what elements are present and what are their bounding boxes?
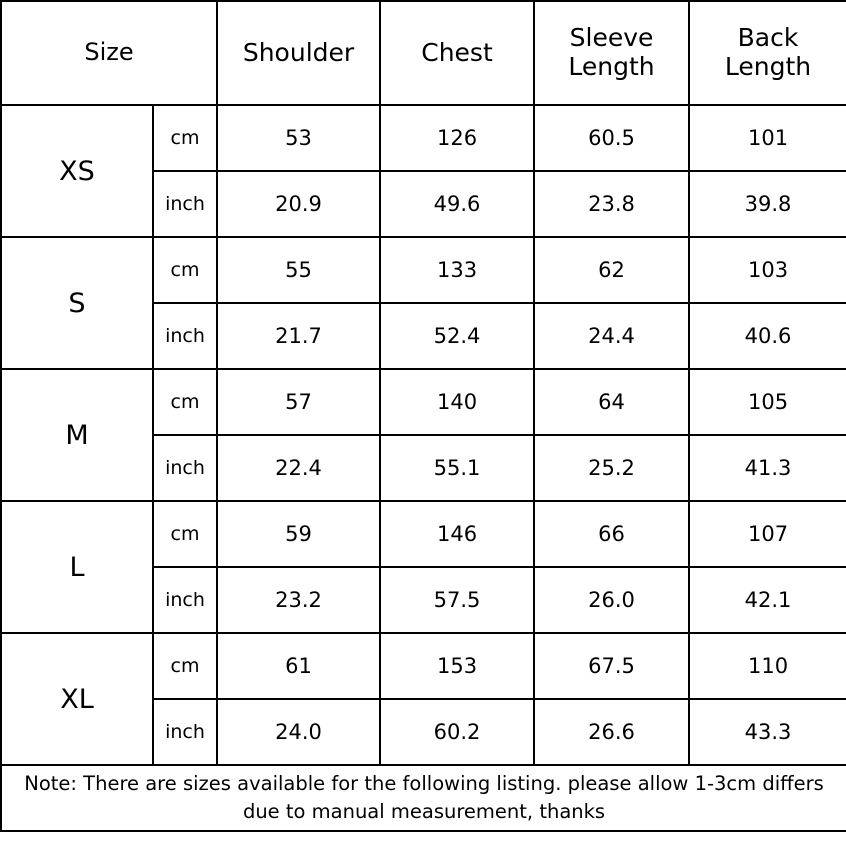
value-sleeve: 67.5 xyxy=(534,633,689,699)
value-sleeve: 26.6 xyxy=(534,699,689,765)
column-header-sleeve-line1: Sleeve xyxy=(569,23,654,53)
table-row xyxy=(1,633,846,699)
value-chest: 55.1 xyxy=(380,435,534,501)
unit-label-inch: inch xyxy=(153,699,217,765)
value-back: 42.1 xyxy=(689,567,846,633)
column-header-back-length xyxy=(689,1,846,105)
value-shoulder: 61 xyxy=(217,633,380,699)
value-chest: 146 xyxy=(380,501,534,567)
value-sleeve: 64 xyxy=(534,369,689,435)
value-chest: 153 xyxy=(380,633,534,699)
size-label-xl: XL xyxy=(1,633,153,765)
table-header xyxy=(1,1,846,105)
size-label-m: M xyxy=(1,369,153,501)
table-row xyxy=(1,501,846,567)
unit-label-inch: inch xyxy=(153,435,217,501)
value-back: 105 xyxy=(689,369,846,435)
value-sleeve: 66 xyxy=(534,501,689,567)
column-header-size: Size xyxy=(1,1,217,105)
unit-label-cm: cm xyxy=(153,633,217,699)
header-row xyxy=(1,1,846,105)
size-label-s: S xyxy=(1,237,153,369)
value-shoulder: 22.4 xyxy=(217,435,380,501)
value-chest: 57.5 xyxy=(380,567,534,633)
unit-label-cm: cm xyxy=(153,105,217,171)
size-label-xs: XS xyxy=(1,105,153,237)
value-shoulder: 59 xyxy=(217,501,380,567)
column-header-sleeve-length xyxy=(534,1,689,105)
column-header-back-line1: Back xyxy=(737,23,799,53)
value-shoulder: 23.2 xyxy=(217,567,380,633)
value-chest: 133 xyxy=(380,237,534,303)
value-shoulder: 53 xyxy=(217,105,380,171)
value-chest: 52.4 xyxy=(380,303,534,369)
value-sleeve: 23.8 xyxy=(534,171,689,237)
value-shoulder: 55 xyxy=(217,237,380,303)
value-back: 43.3 xyxy=(689,699,846,765)
unit-label-inch: inch xyxy=(153,567,217,633)
unit-label-inch: inch xyxy=(153,303,217,369)
value-back: 39.8 xyxy=(689,171,846,237)
column-header-shoulder: Shoulder xyxy=(217,1,380,105)
value-back: 41.3 xyxy=(689,435,846,501)
value-chest: 126 xyxy=(380,105,534,171)
value-shoulder: 20.9 xyxy=(217,171,380,237)
value-back: 40.6 xyxy=(689,303,846,369)
value-shoulder: 24.0 xyxy=(217,699,380,765)
value-chest: 140 xyxy=(380,369,534,435)
value-back: 103 xyxy=(689,237,846,303)
column-header-chest: Chest xyxy=(380,1,534,105)
column-header-back-line2: Length xyxy=(724,52,812,81)
value-chest: 60.2 xyxy=(380,699,534,765)
value-sleeve: 60.5 xyxy=(534,105,689,171)
unit-label-cm: cm xyxy=(153,369,217,435)
measurement-note xyxy=(1,765,846,831)
table-body xyxy=(1,105,846,831)
value-back: 101 xyxy=(689,105,846,171)
unit-label-cm: cm xyxy=(153,237,217,303)
value-shoulder: 21.7 xyxy=(217,303,380,369)
column-header-sleeve-line2: Length xyxy=(568,52,655,81)
unit-label-inch: inch xyxy=(153,171,217,237)
table-row xyxy=(1,369,846,435)
value-sleeve: 24.4 xyxy=(534,303,689,369)
size-label-l: L xyxy=(1,501,153,633)
value-sleeve: 26.0 xyxy=(534,567,689,633)
table-row xyxy=(1,105,846,171)
note-row xyxy=(1,765,846,831)
note-line-1: Note: There are sizes available for the following listing. please allow 1-3cm differs xyxy=(24,771,824,795)
note-line-2: due to manual measurement, thanks xyxy=(242,800,606,823)
value-sleeve: 62 xyxy=(534,237,689,303)
value-back: 110 xyxy=(689,633,846,699)
value-back: 107 xyxy=(689,501,846,567)
unit-label-cm: cm xyxy=(153,501,217,567)
value-sleeve: 25.2 xyxy=(534,435,689,501)
table-row xyxy=(1,237,846,303)
value-chest: 49.6 xyxy=(380,171,534,237)
value-shoulder: 57 xyxy=(217,369,380,435)
